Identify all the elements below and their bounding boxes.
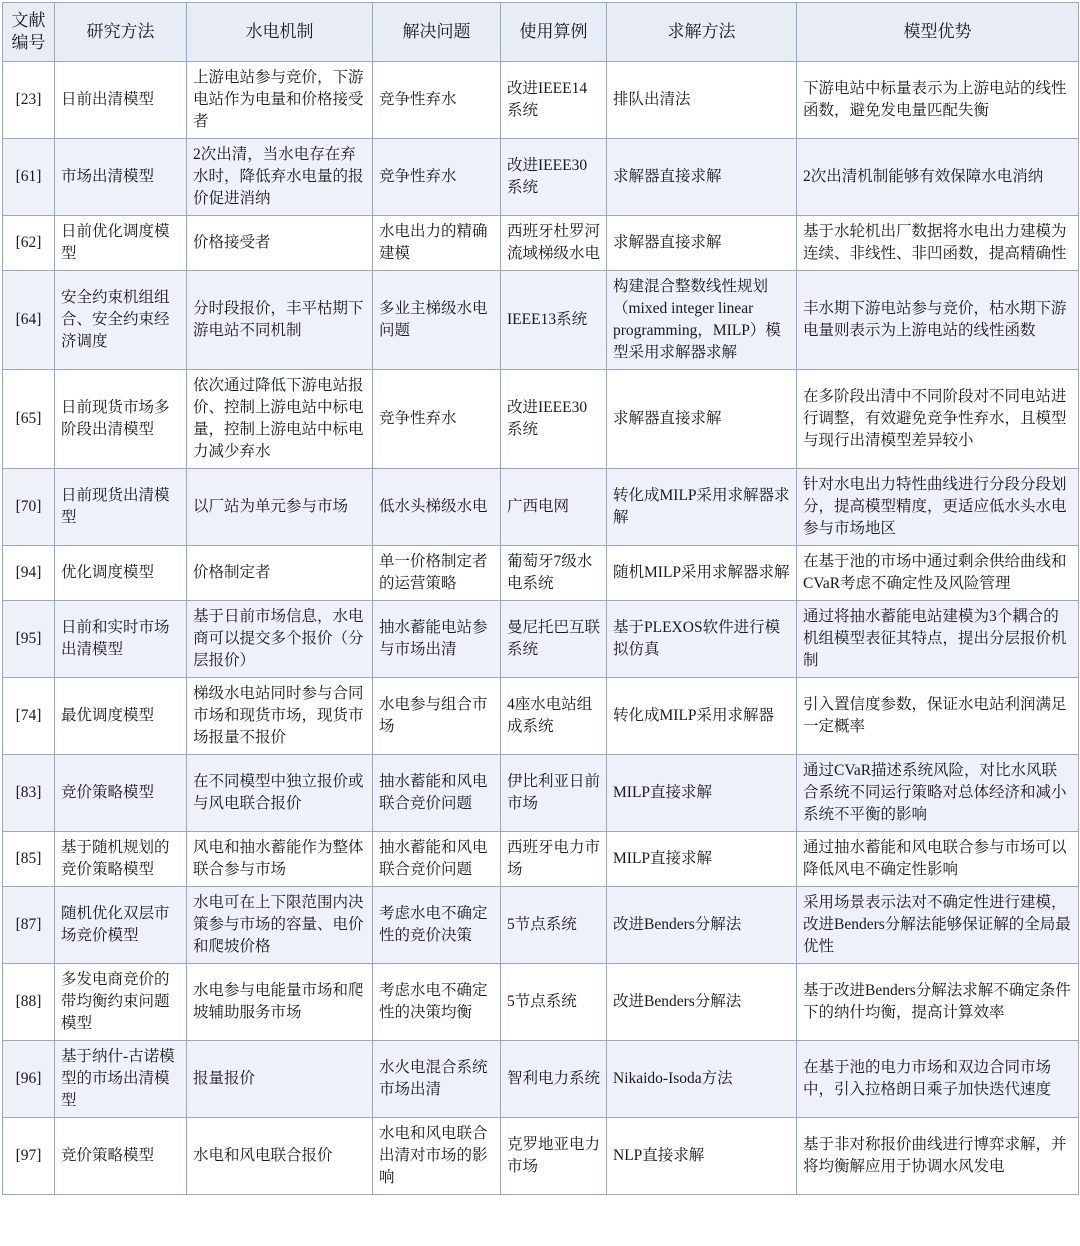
cell-advantage: 在基于池的电力市场和双边合同市场中，引入拉格朗日乘子加快迭代速度	[797, 1041, 1079, 1118]
cell-method: 竞价策略模型	[55, 755, 187, 832]
cell-problem: 考虑水电不确定性的决策均衡	[373, 964, 501, 1041]
cell-ref: [61]	[3, 139, 55, 216]
cell-solution: 转化成MILP采用求解器	[607, 678, 797, 755]
cell-mechanism: 梯级水电站同时参与合同市场和现货市场，现货市场报量不报价	[187, 678, 373, 755]
cell-mechanism: 价格接受者	[187, 216, 373, 271]
table-row	[3, 271, 1079, 370]
cell-solution: 基于PLEXOS软件进行模拟仿真	[607, 601, 797, 678]
cell-advantage: 通过CVaR描述系统风险，对比水风联合系统不同运行策略对总体经济和减小系统不平衡的影响	[797, 755, 1079, 832]
cell-case: 广西电网	[501, 469, 607, 546]
cell-mechanism: 水电和风电联合报价	[187, 1118, 373, 1195]
table-row	[3, 964, 1079, 1041]
cell-solution: 改进Benders分解法	[607, 887, 797, 964]
cell-advantage: 基于改进Benders分解法求解不确定条件下的纳什均衡，提高计算效率	[797, 964, 1079, 1041]
cell-solution: MILP直接求解	[607, 755, 797, 832]
cell-mechanism: 价格制定者	[187, 546, 373, 601]
cell-mechanism: 报量报价	[187, 1041, 373, 1118]
cell-case: 5节点系统	[501, 887, 607, 964]
cell-advantage: 引入置信度参数，保证水电站利润满足一定概率	[797, 678, 1079, 755]
cell-mechanism: 以厂站为单元参与市场	[187, 469, 373, 546]
cell-advantage: 丰水期下游电站参与竞价，枯水期下游电量则表示为上游电站的线性函数	[797, 271, 1079, 370]
cell-ref: [65]	[3, 370, 55, 469]
table-row	[3, 887, 1079, 964]
cell-solution: 求解器直接求解	[607, 370, 797, 469]
cell-mechanism: 在不同模型中独立报价或与风电联合报价	[187, 755, 373, 832]
cell-problem: 水电参与组合市场	[373, 678, 501, 755]
cell-solution: 构建混合整数线性规划（mixed integer linear programming，MILP）模型采用求解器求解	[607, 271, 797, 370]
cell-case: IEEE13系统	[501, 271, 607, 370]
cell-advantage: 在基于池的市场中通过剩余供给曲线和CVaR考虑不确定性及风险管理	[797, 546, 1079, 601]
table-row	[3, 678, 1079, 755]
cell-problem: 抽水蓄能和风电联合竞价问题	[373, 755, 501, 832]
header-solution: 求解方法	[607, 3, 797, 62]
cell-solution: NLP直接求解	[607, 1118, 797, 1195]
header-ref: 文献编号	[3, 3, 55, 62]
cell-solution: 求解器直接求解	[607, 216, 797, 271]
cell-mechanism: 水电可在上下限范围内决策参与市场的容量、电价和爬坡价格	[187, 887, 373, 964]
cell-mechanism: 水电参与电能量市场和爬坡辅助服务市场	[187, 964, 373, 1041]
table-header	[3, 3, 1079, 62]
cell-ref: [95]	[3, 601, 55, 678]
cell-method: 基于随机规划的竞价策略模型	[55, 832, 187, 887]
table-row	[3, 139, 1079, 216]
cell-ref: [94]	[3, 546, 55, 601]
cell-case: 改进IEEE14系统	[501, 62, 607, 139]
cell-problem: 水火电混合系统市场出清	[373, 1041, 501, 1118]
cell-case: 克罗地亚电力市场	[501, 1118, 607, 1195]
cell-ref: [97]	[3, 1118, 55, 1195]
header-row	[3, 3, 1079, 62]
cell-method: 日前现货市场多阶段出清模型	[55, 370, 187, 469]
cell-problem: 抽水蓄能电站参与市场出清	[373, 601, 501, 678]
cell-mechanism: 分时段报价，丰平枯期下游电站不同机制	[187, 271, 373, 370]
cell-problem: 低水头梯级水电	[373, 469, 501, 546]
cell-case: 改进IEEE30系统	[501, 139, 607, 216]
cell-case: 4座水电站组成系统	[501, 678, 607, 755]
cell-advantage: 基于水轮机出厂数据将水电出力建模为连续、非线性、非凹函数，提高精确性	[797, 216, 1079, 271]
cell-problem: 多业主梯级水电问题	[373, 271, 501, 370]
cell-case: 曼尼托巴互联系统	[501, 601, 607, 678]
header-method: 研究方法	[55, 3, 187, 62]
cell-case: 西班牙杜罗河流域梯级水电	[501, 216, 607, 271]
cell-ref: [88]	[3, 964, 55, 1041]
cell-solution: 求解器直接求解	[607, 139, 797, 216]
cell-advantage: 通过将抽水蓄能电站建模为3个耦合的机组模型表征其特点，提出分层报价机制	[797, 601, 1079, 678]
cell-case: 智利电力系统	[501, 1041, 607, 1118]
table-row	[3, 1041, 1079, 1118]
cell-problem: 抽水蓄能和风电联合竞价问题	[373, 832, 501, 887]
cell-ref: [83]	[3, 755, 55, 832]
cell-ref: [62]	[3, 216, 55, 271]
cell-method: 最优调度模型	[55, 678, 187, 755]
cell-problem: 竞争性弃水	[373, 139, 501, 216]
table-row	[3, 370, 1079, 469]
cell-case: 改进IEEE30系统	[501, 370, 607, 469]
cell-case: 西班牙电力市场	[501, 832, 607, 887]
cell-method: 日前现货出清模型	[55, 469, 187, 546]
cell-ref: [23]	[3, 62, 55, 139]
literature-comparison-table	[2, 2, 1079, 1195]
cell-problem: 单一价格制定者的运营策略	[373, 546, 501, 601]
table-row	[3, 546, 1079, 601]
cell-mechanism: 2次出清，当水电存在弃水时，降低弃水电量的报价促进消纳	[187, 139, 373, 216]
cell-method: 基于纳什-古诺模型的市场出清模型	[55, 1041, 187, 1118]
header-advantage: 模型优势	[797, 3, 1079, 62]
header-problem: 解决问题	[373, 3, 501, 62]
cell-solution: 随机MILP采用求解器求解	[607, 546, 797, 601]
cell-problem: 水电和风电联合出清对市场的影响	[373, 1118, 501, 1195]
cell-case: 葡萄牙7级水电系统	[501, 546, 607, 601]
cell-mechanism: 上游电站参与竞价，下游电站作为电量和价格接受者	[187, 62, 373, 139]
cell-solution: 转化成MILP采用求解器求解	[607, 469, 797, 546]
table-row	[3, 62, 1079, 139]
header-mechanism: 水电机制	[187, 3, 373, 62]
cell-problem: 竞争性弃水	[373, 370, 501, 469]
cell-ref: [87]	[3, 887, 55, 964]
cell-problem: 竞争性弃水	[373, 62, 501, 139]
cell-ref: [74]	[3, 678, 55, 755]
cell-method: 竞价策略模型	[55, 1118, 187, 1195]
cell-solution: 排队出清法	[607, 62, 797, 139]
cell-advantage: 基于非对称报价曲线进行博弈求解，并将均衡解应用于协调水风发电	[797, 1118, 1079, 1195]
cell-problem: 考虑水电不确定性的竞价决策	[373, 887, 501, 964]
cell-method: 随机优化双层市场竞价模型	[55, 887, 187, 964]
table-row	[3, 469, 1079, 546]
cell-advantage: 下游电站中标量表示为上游电站的线性函数，避免发电量匹配失衡	[797, 62, 1079, 139]
cell-advantage: 在多阶段出清中不同阶段对不同电站进行调整，有效避免竞争性弃水，且模型与现行出清模型差异较小	[797, 370, 1079, 469]
cell-case: 伊比利亚日前市场	[501, 755, 607, 832]
table-row	[3, 1118, 1079, 1195]
cell-method: 日前优化调度模型	[55, 216, 187, 271]
cell-method: 日前出清模型	[55, 62, 187, 139]
cell-solution: 改进Benders分解法	[607, 964, 797, 1041]
table-row	[3, 755, 1079, 832]
cell-method: 日前和实时市场出清模型	[55, 601, 187, 678]
cell-advantage: 针对水电出力特性曲线进行分段分段划分，提高模型精度，更适应低水头水电参与市场地区	[797, 469, 1079, 546]
table-row	[3, 832, 1079, 887]
cell-ref: [96]	[3, 1041, 55, 1118]
cell-method: 多发电商竞价的带均衡约束问题模型	[55, 964, 187, 1041]
cell-mechanism: 基于日前市场信息，水电商可以提交多个报价（分层报价）	[187, 601, 373, 678]
cell-advantage: 采用场景表示法对不确定性进行建模，改进Benders分解法能够保证解的全局最优性	[797, 887, 1079, 964]
cell-ref: [70]	[3, 469, 55, 546]
table-row	[3, 601, 1079, 678]
cell-method: 市场出清模型	[55, 139, 187, 216]
cell-solution: MILP直接求解	[607, 832, 797, 887]
cell-mechanism: 依次通过降低下游电站报价、控制上游电站中标电量，控制上游电站中标电力减少弃水	[187, 370, 373, 469]
cell-mechanism: 风电和抽水蓄能作为整体联合参与市场	[187, 832, 373, 887]
cell-problem: 水电出力的精确建模	[373, 216, 501, 271]
header-case: 使用算例	[501, 3, 607, 62]
cell-method: 安全约束机组组合、安全约束经济调度	[55, 271, 187, 370]
cell-case: 5节点系统	[501, 964, 607, 1041]
cell-advantage: 2次出清机制能够有效保障水电消纳	[797, 139, 1079, 216]
cell-solution: Nikaido-Isoda方法	[607, 1041, 797, 1118]
table-row	[3, 216, 1079, 271]
cell-ref: [64]	[3, 271, 55, 370]
table-body	[3, 62, 1079, 1195]
cell-method: 优化调度模型	[55, 546, 187, 601]
cell-ref: [85]	[3, 832, 55, 887]
cell-advantage: 通过抽水蓄能和风电联合参与市场可以降低风电不确定性影响	[797, 832, 1079, 887]
